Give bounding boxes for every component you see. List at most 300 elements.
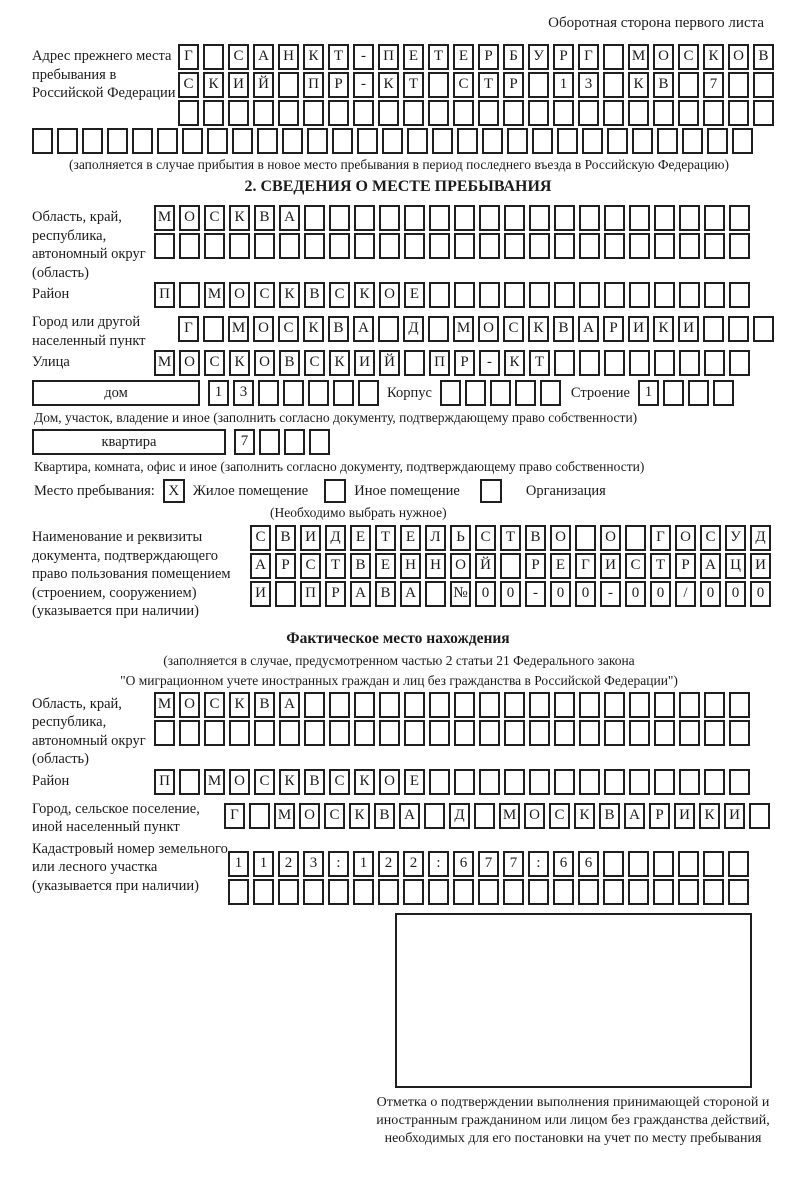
char-cell[interactable]: Р xyxy=(553,44,574,70)
char-cell[interactable] xyxy=(378,879,399,905)
char-cell[interactable] xyxy=(604,720,625,746)
char-cell[interactable]: К xyxy=(229,350,250,376)
char-cell[interactable] xyxy=(379,692,400,718)
char-cell[interactable] xyxy=(404,205,425,231)
char-cell[interactable]: И xyxy=(674,803,695,829)
char-cell[interactable]: 0 xyxy=(750,581,771,607)
char-cell[interactable] xyxy=(424,803,445,829)
char-cell[interactable]: Е xyxy=(400,525,421,551)
char-cell[interactable]: С xyxy=(250,525,271,551)
char-cell[interactable] xyxy=(604,205,625,231)
char-cell[interactable]: В xyxy=(254,205,275,231)
char-cell[interactable] xyxy=(479,692,500,718)
char-cell[interactable] xyxy=(728,851,749,877)
char-cell[interactable] xyxy=(428,100,449,126)
char-cell[interactable] xyxy=(728,879,749,905)
char-cell[interactable] xyxy=(354,205,375,231)
char-cell[interactable] xyxy=(607,128,628,154)
char-cell[interactable] xyxy=(257,128,278,154)
char-cell[interactable] xyxy=(678,879,699,905)
char-cell[interactable] xyxy=(304,233,325,259)
char-cell[interactable]: С xyxy=(254,769,275,795)
char-cell[interactable]: О xyxy=(524,803,545,829)
char-cell[interactable]: А xyxy=(399,803,420,829)
char-cell[interactable]: 1 xyxy=(553,72,574,98)
char-cell[interactable] xyxy=(228,100,249,126)
char-cell[interactable] xyxy=(529,769,550,795)
char-cell[interactable]: К xyxy=(378,72,399,98)
char-cell[interactable]: В xyxy=(304,282,325,308)
char-cell[interactable] xyxy=(703,851,724,877)
char-cell[interactable] xyxy=(178,100,199,126)
char-cell[interactable]: К xyxy=(703,44,724,70)
char-cell[interactable] xyxy=(429,205,450,231)
char-cell[interactable]: 7 xyxy=(234,429,255,455)
char-cell[interactable] xyxy=(628,851,649,877)
char-cell[interactable]: С xyxy=(700,525,721,551)
char-cell[interactable] xyxy=(232,128,253,154)
char-cell[interactable]: Р xyxy=(603,316,624,342)
char-cell[interactable]: А xyxy=(400,581,421,607)
char-cell[interactable]: А xyxy=(250,553,271,579)
char-cell[interactable]: С xyxy=(678,44,699,70)
char-cell[interactable] xyxy=(207,128,228,154)
char-cell[interactable] xyxy=(679,205,700,231)
char-cell[interactable]: - xyxy=(353,44,374,70)
char-cell[interactable] xyxy=(254,720,275,746)
char-cell[interactable] xyxy=(603,100,624,126)
char-cell[interactable]: М xyxy=(154,350,175,376)
char-cell[interactable]: А xyxy=(279,692,300,718)
char-cell[interactable] xyxy=(479,205,500,231)
char-cell[interactable]: О xyxy=(299,803,320,829)
char-cell[interactable]: Р xyxy=(325,581,346,607)
char-cell[interactable] xyxy=(579,769,600,795)
char-cell[interactable]: В xyxy=(653,72,674,98)
char-cell[interactable] xyxy=(454,233,475,259)
char-cell[interactable]: Г xyxy=(178,316,199,342)
char-cell[interactable] xyxy=(663,380,684,406)
char-cell[interactable]: Е xyxy=(453,44,474,70)
char-cell[interactable] xyxy=(157,128,178,154)
char-cell[interactable]: А xyxy=(279,205,300,231)
char-cell[interactable]: Т xyxy=(325,553,346,579)
char-cell[interactable] xyxy=(528,72,549,98)
char-cell[interactable]: Н xyxy=(278,44,299,70)
char-cell[interactable]: К xyxy=(229,205,250,231)
char-cell[interactable] xyxy=(604,692,625,718)
char-cell[interactable]: С xyxy=(329,282,350,308)
char-cell[interactable]: Р xyxy=(525,553,546,579)
char-cell[interactable]: Е xyxy=(404,282,425,308)
char-cell[interactable] xyxy=(529,720,550,746)
char-cell[interactable] xyxy=(354,720,375,746)
char-cell[interactable] xyxy=(604,282,625,308)
char-cell[interactable] xyxy=(278,879,299,905)
char-cell[interactable]: С xyxy=(178,72,199,98)
char-cell[interactable] xyxy=(504,282,525,308)
char-cell[interactable]: М xyxy=(499,803,520,829)
char-cell[interactable]: Г xyxy=(650,525,671,551)
char-cell[interactable] xyxy=(729,233,750,259)
char-cell[interactable]: Ь xyxy=(450,525,471,551)
char-cell[interactable] xyxy=(204,233,225,259)
char-cell[interactable] xyxy=(529,692,550,718)
char-cell[interactable] xyxy=(32,128,53,154)
char-cell[interactable] xyxy=(728,100,749,126)
char-cell[interactable] xyxy=(679,692,700,718)
char-cell[interactable]: 6 xyxy=(453,851,474,877)
char-cell[interactable]: № xyxy=(450,581,471,607)
char-cell[interactable]: 2 xyxy=(403,851,424,877)
char-cell[interactable] xyxy=(479,769,500,795)
char-cell[interactable]: П xyxy=(378,44,399,70)
char-cell[interactable]: : xyxy=(528,851,549,877)
char-cell[interactable] xyxy=(404,692,425,718)
char-cell[interactable] xyxy=(132,128,153,154)
char-cell[interactable]: К xyxy=(279,769,300,795)
char-cell[interactable]: Г xyxy=(575,553,596,579)
char-cell[interactable]: В xyxy=(599,803,620,829)
char-cell[interactable]: С xyxy=(228,44,249,70)
char-cell[interactable] xyxy=(179,769,200,795)
char-cell[interactable] xyxy=(479,282,500,308)
char-cell[interactable] xyxy=(308,380,329,406)
char-cell[interactable] xyxy=(532,128,553,154)
char-cell[interactable]: 7 xyxy=(703,72,724,98)
char-cell[interactable] xyxy=(304,692,325,718)
char-cell[interactable]: 1 xyxy=(353,851,374,877)
char-cell[interactable] xyxy=(629,720,650,746)
char-cell[interactable]: О xyxy=(450,553,471,579)
char-cell[interactable]: А xyxy=(700,553,721,579)
char-cell[interactable]: В xyxy=(350,553,371,579)
char-cell[interactable] xyxy=(504,720,525,746)
char-cell[interactable] xyxy=(279,233,300,259)
char-cell[interactable] xyxy=(629,282,650,308)
char-cell[interactable]: К xyxy=(574,803,595,829)
char-cell[interactable] xyxy=(503,879,524,905)
char-cell[interactable] xyxy=(554,692,575,718)
char-cell[interactable]: О xyxy=(253,316,274,342)
char-cell[interactable]: С xyxy=(204,692,225,718)
char-cell[interactable] xyxy=(504,769,525,795)
char-cell[interactable]: О xyxy=(478,316,499,342)
char-cell[interactable] xyxy=(479,720,500,746)
char-cell[interactable] xyxy=(632,128,653,154)
char-cell[interactable] xyxy=(329,720,350,746)
char-cell[interactable]: 3 xyxy=(303,851,324,877)
char-cell[interactable] xyxy=(253,879,274,905)
stay-option-organization-checkbox[interactable] xyxy=(480,479,502,503)
char-cell[interactable] xyxy=(328,100,349,126)
char-cell[interactable]: : xyxy=(428,851,449,877)
char-cell[interactable] xyxy=(179,282,200,308)
char-cell[interactable]: С xyxy=(254,282,275,308)
char-cell[interactable] xyxy=(704,720,725,746)
char-cell[interactable]: Р xyxy=(275,553,296,579)
char-cell[interactable] xyxy=(679,233,700,259)
char-cell[interactable] xyxy=(379,205,400,231)
char-cell[interactable] xyxy=(528,879,549,905)
char-cell[interactable]: Е xyxy=(403,44,424,70)
char-cell[interactable] xyxy=(309,429,330,455)
char-cell[interactable]: 0 xyxy=(575,581,596,607)
char-cell[interactable] xyxy=(579,720,600,746)
char-cell[interactable] xyxy=(507,128,528,154)
char-cell[interactable] xyxy=(354,233,375,259)
char-cell[interactable]: К xyxy=(229,692,250,718)
char-cell[interactable] xyxy=(528,100,549,126)
char-cell[interactable] xyxy=(529,233,550,259)
char-cell[interactable] xyxy=(454,205,475,231)
char-cell[interactable] xyxy=(753,100,774,126)
char-cell[interactable] xyxy=(579,282,600,308)
char-cell[interactable]: Т xyxy=(375,525,396,551)
char-cell[interactable] xyxy=(604,350,625,376)
char-cell[interactable]: В xyxy=(753,44,774,70)
char-cell[interactable]: П xyxy=(300,581,321,607)
char-cell[interactable]: Е xyxy=(375,553,396,579)
char-cell[interactable]: О xyxy=(179,205,200,231)
char-cell[interactable]: М xyxy=(154,205,175,231)
char-cell[interactable]: Г xyxy=(224,803,245,829)
char-cell[interactable] xyxy=(307,128,328,154)
char-cell[interactable] xyxy=(457,128,478,154)
char-cell[interactable]: В xyxy=(328,316,349,342)
char-cell[interactable]: 0 xyxy=(725,581,746,607)
char-cell[interactable] xyxy=(404,720,425,746)
char-cell[interactable] xyxy=(259,429,280,455)
char-cell[interactable]: 6 xyxy=(578,851,599,877)
char-cell[interactable]: - xyxy=(600,581,621,607)
char-cell[interactable] xyxy=(404,350,425,376)
char-cell[interactable] xyxy=(753,72,774,98)
char-cell[interactable] xyxy=(679,350,700,376)
char-cell[interactable] xyxy=(203,316,224,342)
char-cell[interactable]: - xyxy=(525,581,546,607)
char-cell[interactable]: Т xyxy=(403,72,424,98)
char-cell[interactable]: 7 xyxy=(478,851,499,877)
char-cell[interactable] xyxy=(729,720,750,746)
char-cell[interactable] xyxy=(732,128,753,154)
char-cell[interactable]: С xyxy=(453,72,474,98)
char-cell[interactable] xyxy=(679,769,700,795)
char-cell[interactable] xyxy=(554,282,575,308)
char-cell[interactable]: К xyxy=(303,44,324,70)
char-cell[interactable]: И xyxy=(600,553,621,579)
char-cell[interactable]: К xyxy=(349,803,370,829)
stay-option-other-checkbox[interactable] xyxy=(324,479,346,503)
char-cell[interactable]: М xyxy=(274,803,295,829)
char-cell[interactable] xyxy=(578,100,599,126)
char-cell[interactable] xyxy=(429,692,450,718)
char-cell[interactable]: К xyxy=(303,316,324,342)
char-cell[interactable]: Д xyxy=(325,525,346,551)
char-cell[interactable]: К xyxy=(329,350,350,376)
char-cell[interactable] xyxy=(403,879,424,905)
char-cell[interactable] xyxy=(729,769,750,795)
char-cell[interactable] xyxy=(453,100,474,126)
char-cell[interactable]: 0 xyxy=(500,581,521,607)
char-cell[interactable] xyxy=(329,233,350,259)
char-cell[interactable] xyxy=(179,233,200,259)
char-cell[interactable] xyxy=(465,380,486,406)
char-cell[interactable] xyxy=(707,128,728,154)
char-cell[interactable] xyxy=(407,128,428,154)
char-cell[interactable]: П xyxy=(429,350,450,376)
char-cell[interactable] xyxy=(704,769,725,795)
char-cell[interactable] xyxy=(629,692,650,718)
char-cell[interactable] xyxy=(578,879,599,905)
char-cell[interactable]: О xyxy=(600,525,621,551)
char-cell[interactable]: Д xyxy=(449,803,470,829)
char-cell[interactable] xyxy=(454,769,475,795)
char-cell[interactable]: : xyxy=(328,851,349,877)
char-cell[interactable] xyxy=(304,205,325,231)
char-cell[interactable] xyxy=(428,879,449,905)
char-cell[interactable] xyxy=(678,100,699,126)
char-cell[interactable] xyxy=(284,429,305,455)
char-cell[interactable] xyxy=(253,100,274,126)
char-cell[interactable] xyxy=(453,879,474,905)
char-cell[interactable]: Т xyxy=(478,72,499,98)
char-cell[interactable] xyxy=(654,350,675,376)
char-cell[interactable]: П xyxy=(154,282,175,308)
char-cell[interactable] xyxy=(553,879,574,905)
char-cell[interactable]: У xyxy=(725,525,746,551)
char-cell[interactable] xyxy=(654,769,675,795)
char-cell[interactable] xyxy=(228,879,249,905)
char-cell[interactable] xyxy=(504,205,525,231)
char-cell[interactable]: Б xyxy=(503,44,524,70)
char-cell[interactable] xyxy=(278,72,299,98)
char-cell[interactable] xyxy=(353,879,374,905)
char-cell[interactable]: 2 xyxy=(278,851,299,877)
char-cell[interactable] xyxy=(753,316,774,342)
char-cell[interactable] xyxy=(425,581,446,607)
char-cell[interactable]: К xyxy=(504,350,525,376)
char-cell[interactable] xyxy=(628,100,649,126)
char-cell[interactable] xyxy=(575,525,596,551)
char-cell[interactable]: Г xyxy=(578,44,599,70)
char-cell[interactable]: Л xyxy=(425,525,446,551)
char-cell[interactable]: В xyxy=(279,350,300,376)
char-cell[interactable] xyxy=(654,720,675,746)
char-cell[interactable]: С xyxy=(304,350,325,376)
char-cell[interactable]: Т xyxy=(328,44,349,70)
char-cell[interactable] xyxy=(478,879,499,905)
char-cell[interactable]: Р xyxy=(503,72,524,98)
char-cell[interactable]: 3 xyxy=(233,380,254,406)
char-cell[interactable] xyxy=(654,692,675,718)
char-cell[interactable] xyxy=(429,282,450,308)
char-cell[interactable]: / xyxy=(675,581,696,607)
char-cell[interactable]: 0 xyxy=(700,581,721,607)
char-cell[interactable] xyxy=(653,851,674,877)
char-cell[interactable] xyxy=(729,692,750,718)
char-cell[interactable] xyxy=(729,205,750,231)
char-cell[interactable]: Е xyxy=(350,525,371,551)
char-cell[interactable]: 3 xyxy=(578,72,599,98)
char-cell[interactable]: А xyxy=(350,581,371,607)
char-cell[interactable]: У xyxy=(528,44,549,70)
char-cell[interactable]: В xyxy=(375,581,396,607)
char-cell[interactable]: С xyxy=(549,803,570,829)
char-cell[interactable] xyxy=(579,233,600,259)
char-cell[interactable] xyxy=(57,128,78,154)
char-cell[interactable]: Й xyxy=(475,553,496,579)
char-cell[interactable]: 7 xyxy=(503,851,524,877)
char-cell[interactable] xyxy=(303,100,324,126)
char-cell[interactable] xyxy=(429,720,450,746)
char-cell[interactable]: А xyxy=(353,316,374,342)
char-cell[interactable]: О xyxy=(550,525,571,551)
char-cell[interactable] xyxy=(582,128,603,154)
char-cell[interactable] xyxy=(328,879,349,905)
char-cell[interactable] xyxy=(249,803,270,829)
char-cell[interactable] xyxy=(579,205,600,231)
char-cell[interactable] xyxy=(332,128,353,154)
apartment-type-box[interactable]: квартира xyxy=(32,429,226,455)
char-cell[interactable]: О xyxy=(728,44,749,70)
char-cell[interactable] xyxy=(682,128,703,154)
char-cell[interactable]: С xyxy=(204,350,225,376)
char-cell[interactable] xyxy=(474,803,495,829)
char-cell[interactable] xyxy=(579,350,600,376)
char-cell[interactable] xyxy=(154,233,175,259)
char-cell[interactable] xyxy=(653,879,674,905)
char-cell[interactable]: С xyxy=(278,316,299,342)
char-cell[interactable] xyxy=(554,205,575,231)
char-cell[interactable] xyxy=(428,316,449,342)
char-cell[interactable]: Р xyxy=(675,553,696,579)
char-cell[interactable]: М xyxy=(228,316,249,342)
char-cell[interactable] xyxy=(379,233,400,259)
char-cell[interactable] xyxy=(529,282,550,308)
char-cell[interactable] xyxy=(604,233,625,259)
char-cell[interactable] xyxy=(678,72,699,98)
char-cell[interactable] xyxy=(703,316,724,342)
char-cell[interactable]: Р xyxy=(478,44,499,70)
char-cell[interactable] xyxy=(258,380,279,406)
char-cell[interactable] xyxy=(357,128,378,154)
char-cell[interactable]: М xyxy=(453,316,474,342)
char-cell[interactable] xyxy=(579,692,600,718)
char-cell[interactable] xyxy=(254,233,275,259)
char-cell[interactable] xyxy=(333,380,354,406)
char-cell[interactable]: К xyxy=(354,282,375,308)
char-cell[interactable] xyxy=(179,720,200,746)
char-cell[interactable] xyxy=(703,100,724,126)
char-cell[interactable] xyxy=(358,380,379,406)
char-cell[interactable]: Р xyxy=(328,72,349,98)
char-cell[interactable] xyxy=(554,233,575,259)
char-cell[interactable]: И xyxy=(628,316,649,342)
char-cell[interactable]: И xyxy=(300,525,321,551)
char-cell[interactable] xyxy=(283,380,304,406)
char-cell[interactable]: 1 xyxy=(638,380,659,406)
char-cell[interactable] xyxy=(704,233,725,259)
char-cell[interactable]: С xyxy=(300,553,321,579)
char-cell[interactable] xyxy=(404,233,425,259)
char-cell[interactable]: О xyxy=(179,350,200,376)
char-cell[interactable] xyxy=(654,205,675,231)
char-cell[interactable] xyxy=(628,879,649,905)
char-cell[interactable] xyxy=(378,316,399,342)
char-cell[interactable] xyxy=(278,100,299,126)
char-cell[interactable] xyxy=(504,233,525,259)
